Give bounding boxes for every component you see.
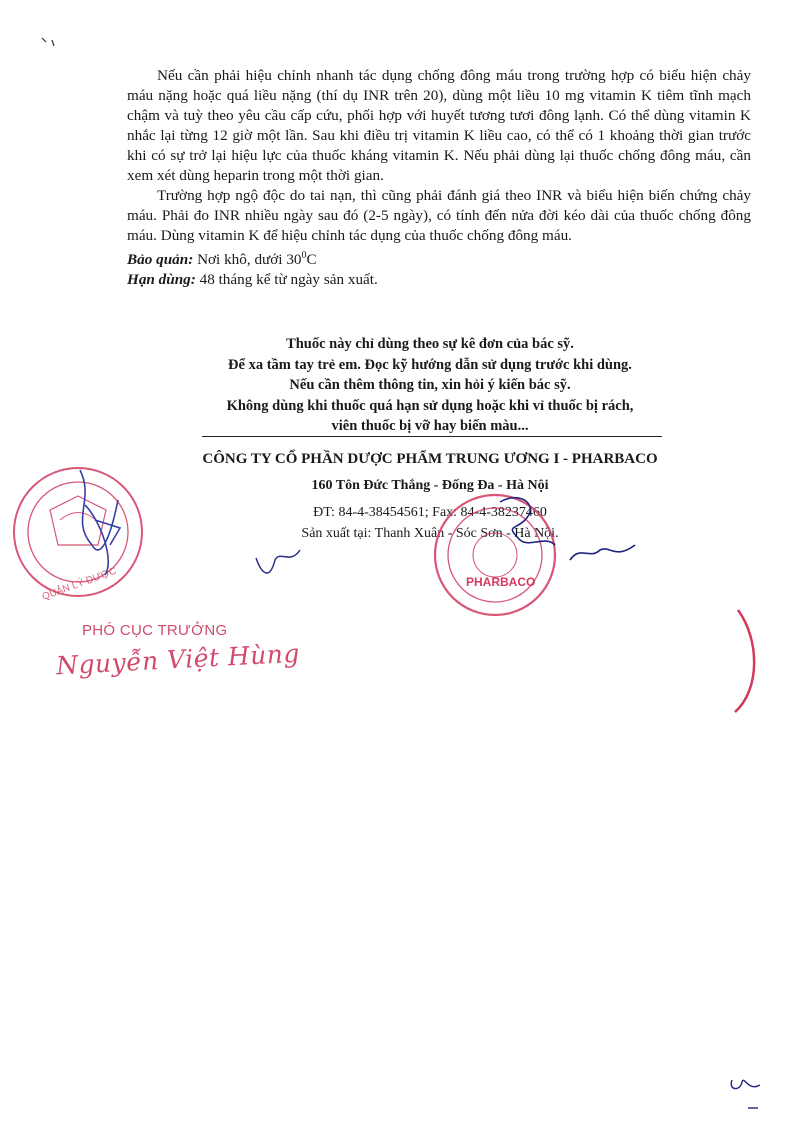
left-seal-text: QUẢN LÝ DƯỢC: [40, 565, 119, 603]
left-seal-signature: [80, 470, 120, 575]
company-factory: Sản xuất tại: Thanh Xuân - Sóc Sơn - Hà Nội.: [301, 526, 559, 541]
storage-line: [127, 246, 751, 270]
paragraph-accidental-poisoning: Trường hợp ngộ độc do tai nạn, thì cũng phải đánh giá theo INR và biểu hiện biến chứng chảy máu. Phải đo INR nhiều ngày sau đó (2-5 ngày), có tính đến nửa đời kéo dài của thuốc chống đông máu. Dùng vitamin K để hiệu chỉnh tác dụng của thuốc chống đông máu.: [127, 187, 751, 244]
company-seal-text: PHARBACO: [466, 575, 536, 589]
storage-unit: C: [306, 251, 317, 269]
warning-children: Để xa tầm tay trẻ em. Đọc kỹ hướng dẫn sử dụng trước khi dùng.: [228, 356, 632, 373]
left-seal-stamp: [14, 468, 142, 596]
body-text: [127, 66, 751, 290]
warning-damaged: viên thuốc bị vỡ hay biến màu...: [331, 418, 529, 434]
warning-prescription: Thuốc này chỉ dùng theo sự kê đơn của bác sỹ.: [286, 336, 574, 352]
paragraph-overdose-correction: Nếu cần phải hiệu chỉnh nhanh tác dụng chống đông máu trong trường hợp có biểu hiện chảy máu nặng hoặc quá liều nặng (thí dụ INR trên 20), dùng một liều 10 mg vitamin K tiêm tĩnh mạch chậm và tuỳ theo yêu cầu cấp cứu, phối hợp với huyết tương tươi đông lạnh. Có thể dùng vitamin K nhắc lại từng 12 giờ một lần. Sau khi điều trị vitamin K liều cao, có thể có 1 khoảng thời gian trước khi có sự trở lại hiệu lực của thuốc kháng vitamin K. Nếu phải dùng lại thuốc chống đông máu, cần xem xét dùng heparin trong một thời gian.: [127, 67, 751, 184]
warnings-block: [180, 334, 680, 437]
initial-mark-icon: [256, 550, 300, 573]
signatory-name: Nguyễn Việt Hùng: [55, 638, 301, 681]
right-margin-mark-icon: [735, 610, 754, 712]
storage-label: Bảo quản:: [127, 251, 194, 269]
page-initials-icon: [731, 1080, 760, 1108]
expiry-line: [127, 270, 751, 290]
company-phone: ĐT: 84-4-38454561; Fax: 84-4-38237460: [313, 505, 547, 520]
divider-line: [202, 436, 662, 437]
expiry-value: 48 tháng kể từ ngày sản xuất.: [195, 271, 378, 289]
signatory-title: PHÓ CỤC TRƯỞNG: [82, 622, 228, 639]
corner-mark-icon: [42, 38, 54, 46]
storage-degree: 0: [301, 250, 307, 261]
warning-info: Nếu cần thêm thông tin, xin hỏi ý kiến bác sỹ.: [289, 377, 571, 393]
storage-value: Nơi khô, dưới 30: [193, 251, 302, 269]
company-name: CÔNG TY CỔ PHẦN DƯỢC PHẨM TRUNG ƯƠNG I - PHARBACO: [202, 451, 658, 467]
company-block: [150, 448, 710, 544]
warning-expired: Không dùng khi thuốc quá hạn sử dụng hoặc khi vỉ thuốc bị rách,: [226, 397, 634, 414]
company-address: 160 Tôn Đức Thắng - Đống Đa - Hà Nội: [311, 478, 549, 493]
expiry-label: Hạn dùng:: [127, 271, 196, 289]
